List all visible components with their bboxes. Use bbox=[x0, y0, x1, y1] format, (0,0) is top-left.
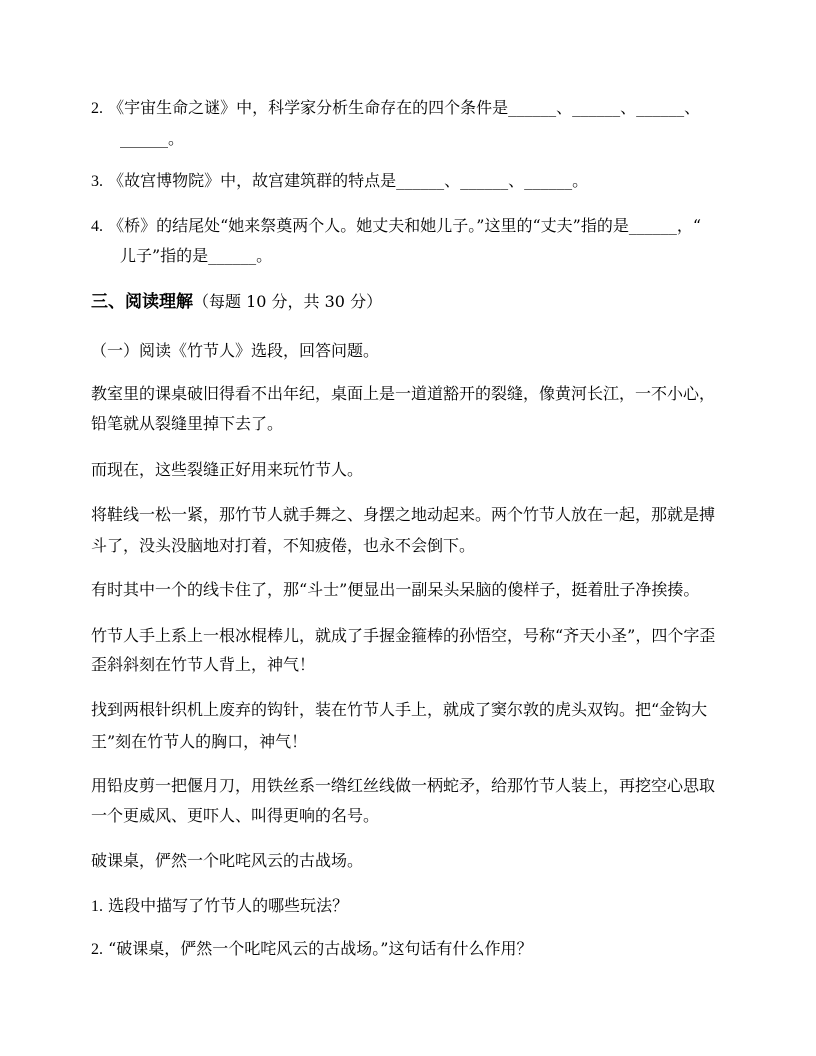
paragraph-6-line-2: 王”刻在竹节人的胸口，神气！ bbox=[91, 732, 308, 751]
question-text: “破课桌，俨然一个叱咤风云的古战场。”这句话有什么作用？ bbox=[108, 939, 533, 958]
paragraph-2: 而现在，这些裂缝正好用来玩竹节人。 bbox=[91, 460, 364, 479]
question-2-line-1 bbox=[91, 99, 700, 118]
paragraph-5-line-1: 竹节人手上系上一根冰棍棒儿，就成了手握金箍棒的孙悟空，号称“齐天小圣”，四个字歪 bbox=[91, 626, 716, 645]
paragraph-3-line-1: 将鞋线一松一紧，那竹节人就手舞之、身摆之地动起来。两个竹节人放在一起，那就是搏 bbox=[91, 505, 716, 524]
section-title: 三、阅读理解 bbox=[91, 292, 193, 312]
paragraph-7-line-1: 用铅皮剪一把偃月刀，用铁丝系一绺红丝线做一柄蛇矛，给那竹节人装上，再挖空心思取 bbox=[91, 776, 716, 795]
question-text: 《宇宙生命之谜》中，科学家分析生命存在的四个条件是______、______、______、 bbox=[108, 98, 701, 117]
question-text: 选段中描写了竹节人的哪些玩法？ bbox=[108, 896, 349, 915]
paragraph-6-line-1: 找到两根针织机上废弃的钩针，装在竹节人手上，就成了窦尔敦的虎头双钩。把“金钩大 bbox=[91, 700, 708, 719]
question-number: 2. bbox=[91, 100, 103, 117]
question-4-line-1 bbox=[91, 217, 701, 236]
paragraph-3-line-2: 斗了，没头没脑地对打着，不知疲倦，也永不会倒下。 bbox=[91, 536, 476, 555]
question-number: 2. bbox=[91, 941, 103, 958]
paragraph-1-line-1: 教室里的课桌破旧得看不出年纪，桌面上是一道道豁开的裂缝，像黄河长江，一不小心， bbox=[91, 384, 716, 403]
question-number: 4. bbox=[91, 218, 103, 235]
question-3 bbox=[91, 172, 588, 191]
paragraph-5-line-2: 歪斜斜刻在竹节人背上，神气！ bbox=[91, 655, 316, 674]
section-heading bbox=[91, 293, 382, 311]
question-4-line-2: 儿子”指的是______。 bbox=[120, 246, 273, 265]
reading-question-2 bbox=[91, 940, 532, 959]
reading-question-1 bbox=[91, 897, 348, 916]
question-text: 《桥》的结尾处“她来祭奠两个人。她丈夫和她儿子。”这里的“丈夫”指的是______，“ bbox=[108, 216, 701, 235]
reading-intro: （一）阅读《竹节人》选段，回答问题。 bbox=[91, 341, 380, 360]
question-number: 1. bbox=[91, 898, 103, 915]
section-note: （每题 10 分，共 30 分） bbox=[193, 292, 383, 311]
paragraph-8: 破课桌，俨然一个叱咤风云的古战场。 bbox=[91, 851, 364, 870]
paragraph-7-line-2: 一个更威风、更吓人、叫得更响的名号。 bbox=[91, 806, 380, 825]
question-number: 3. bbox=[91, 173, 103, 190]
question-text: 《故宫博物院》中，故宫建筑群的特点是______、______、______。 bbox=[108, 171, 589, 190]
paragraph-4: 有时其中一个的线卡住了，那“斗士”便显出一副呆头呆脑的傻样子，挺着肚子净挨揍。 bbox=[91, 580, 700, 599]
paragraph-1-line-2: 铅笔就从裂缝里掉下去了。 bbox=[91, 414, 284, 433]
question-2-line-2: ______。 bbox=[120, 129, 185, 148]
